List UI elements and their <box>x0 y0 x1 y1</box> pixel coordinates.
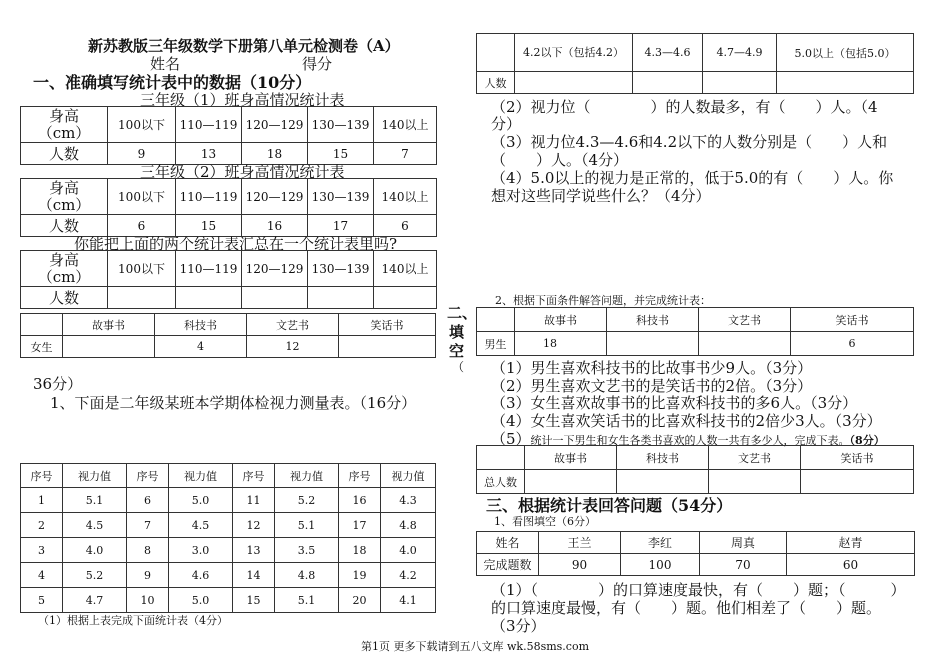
vision-subquestion-1: （1）根据上表完成下面统计表（4分） <box>38 614 228 627</box>
speed-table <box>476 531 915 576</box>
header-cell: 故事书 <box>525 446 617 470</box>
blank-cell[interactable] <box>777 72 914 94</box>
header-cell: 130—139 <box>308 179 374 215</box>
blank-cell[interactable] <box>308 287 374 309</box>
vision-subquestion-3: （3）视力位4.3—4.6和4.2以下的人数分别是（ ）人和 <box>491 133 888 151</box>
books-condition-2: （2）男生喜欢文艺书的是笑话书的2倍。（3分） <box>491 377 813 395</box>
header-cell: 4.2以下（包括4.2） <box>515 34 633 72</box>
blank-cell[interactable] <box>525 470 617 494</box>
cell: 12 <box>233 513 275 538</box>
score-label: 得分 <box>302 55 333 73</box>
header-cell: 110—119 <box>176 107 242 143</box>
vision-subquestion-4-cont: 想对这些同学说些什么？（4分） <box>491 187 711 205</box>
cell: 4.1 <box>381 588 436 613</box>
header-cell: 120—129 <box>242 107 308 143</box>
speed-subquestion-1-cont: 的口算速度最慢，有（ ）题。他们相差了（ ）题。 <box>491 599 882 617</box>
value-cell: 6 <box>108 215 176 237</box>
height-table-class2 <box>20 178 437 237</box>
cell: 10 <box>127 588 169 613</box>
corner-cell <box>477 34 515 72</box>
header-cell: 王兰 <box>539 532 621 554</box>
section2-heading-num: 二、 <box>447 304 478 322</box>
header-cell: 文艺书 <box>709 446 801 470</box>
row-label: 人数 <box>21 215 108 237</box>
value-cell[interactable] <box>63 336 155 358</box>
cell: 4.8 <box>275 563 339 588</box>
value-cell: 9 <box>108 143 176 165</box>
books-total-table <box>476 445 914 494</box>
value-cell: 6 <box>374 215 437 237</box>
cell: 6 <box>127 488 169 513</box>
header-cell: 科技书 <box>607 308 699 332</box>
cell: 13 <box>233 538 275 563</box>
blank-cell[interactable] <box>709 470 801 494</box>
cell: 18 <box>339 538 381 563</box>
vision-question: 1、下面是二年级某班本学期体检视力测量表。（16分） <box>50 394 417 412</box>
table-row <box>21 588 436 613</box>
section2-heading-paren: （ <box>452 360 465 374</box>
cell: 4.8 <box>381 513 436 538</box>
cell: 3 <box>21 538 63 563</box>
cell: 5.1 <box>275 588 339 613</box>
cell: 7 <box>127 513 169 538</box>
name-label: 姓名 <box>150 55 181 73</box>
header-cell: 140以上 <box>374 107 437 143</box>
header-cell: 140以上 <box>374 179 437 215</box>
cell: 19 <box>339 563 381 588</box>
blank-cell[interactable] <box>176 287 242 309</box>
cell: 2 <box>21 513 63 538</box>
corner-cell <box>21 314 63 336</box>
books-question: 2、根据下面条件解答问题，并完成统计表： <box>495 294 711 307</box>
cell: 5 <box>21 588 63 613</box>
blank-cell[interactable] <box>374 287 437 309</box>
page-footer: 第1页 更多下载请到五八文库 wk.58sms.com <box>361 640 589 653</box>
height-table-class1 <box>20 106 437 165</box>
header-cell: 100以下 <box>108 179 176 215</box>
row-label: 女生 <box>21 336 63 358</box>
table1-caption: 三年级（1）班身高情况统计表 <box>140 91 345 109</box>
books-condition-4: （4）女生喜欢笑话书的比喜欢科技书的2倍少3人。（3分） <box>491 412 882 430</box>
section2-heading-char: 空 <box>449 342 465 360</box>
cell: 5.0 <box>169 588 233 613</box>
header-height: 身高 （cm） <box>21 251 108 287</box>
header-cell: 视力值 <box>169 464 233 488</box>
cell: 4.7 <box>63 588 127 613</box>
cell: 20 <box>339 588 381 613</box>
section3-heading: 三、根据统计表回答问题（54分） <box>486 496 733 515</box>
value-cell[interactable] <box>607 332 699 356</box>
header-cell: 故事书 <box>515 308 607 332</box>
header-cell: 110—119 <box>176 251 242 287</box>
speed-subquestion-1: （1）（ ）的口算速度最快，有（ ）题；（ ） <box>491 581 906 599</box>
header-cell: 100以下 <box>108 107 176 143</box>
header-cell: 姓名 <box>477 532 539 554</box>
header-cell: 4.7—4.9 <box>703 34 777 72</box>
vision-summary-table <box>476 33 914 94</box>
cell: 3.5 <box>275 538 339 563</box>
header-cell: 赵青 <box>787 532 915 554</box>
vision-table <box>20 463 436 613</box>
header-cell: 视力值 <box>63 464 127 488</box>
table2-caption: 三年级（2）班身高情况统计表 <box>140 163 345 181</box>
blank-cell[interactable] <box>242 287 308 309</box>
cell: 11 <box>233 488 275 513</box>
height-table-combined <box>20 250 437 309</box>
cell: 1 <box>21 488 63 513</box>
vision-subquestion-2-cont: 分） <box>491 115 522 133</box>
value-cell[interactable] <box>339 336 436 358</box>
row-label: 人数 <box>21 143 108 165</box>
row-label: 人数 <box>21 287 108 309</box>
header-cell: 文艺书 <box>699 308 791 332</box>
header-cell: 故事书 <box>63 314 155 336</box>
cell: 4.0 <box>381 538 436 563</box>
table-row <box>21 563 436 588</box>
cell: 5.1 <box>63 488 127 513</box>
value-cell: 15 <box>176 215 242 237</box>
cell: 14 <box>233 563 275 588</box>
header-cell: 科技书 <box>617 446 709 470</box>
cell: 9 <box>127 563 169 588</box>
header-cell: 120—129 <box>242 179 308 215</box>
value-cell: 13 <box>176 143 242 165</box>
cell: 16 <box>339 488 381 513</box>
table-row <box>21 513 436 538</box>
vision-subquestion-2: （2）视力位（ ）的人数最多，有（ ）人。（4 <box>491 98 878 116</box>
value-cell: 70 <box>700 554 787 576</box>
value-cell: 6 <box>791 332 914 356</box>
header-cell: 文艺书 <box>247 314 339 336</box>
section2-heading-char: 填 <box>449 323 465 341</box>
cell: 4.5 <box>63 513 127 538</box>
books-condition-5-points: （8分） <box>849 434 885 447</box>
header-height: 身高 （cm） <box>21 107 108 143</box>
header-cell: 周真 <box>700 532 787 554</box>
cell: 4.6 <box>169 563 233 588</box>
header-cell: 笑话书 <box>791 308 914 332</box>
blank-cell[interactable] <box>617 470 709 494</box>
header-cell: 李红 <box>621 532 700 554</box>
books-girls-table <box>20 313 436 358</box>
speed-subquestion-1-points: （3分） <box>491 617 546 635</box>
vision-subquestion-4: （4）5.0以上的视力是正常的，低于5.0的有（ ）人。你 <box>491 169 894 187</box>
header-cell: 视力值 <box>381 464 436 488</box>
header-cell: 140以上 <box>374 251 437 287</box>
header-cell: 100以下 <box>108 251 176 287</box>
blank-cell[interactable] <box>801 470 914 494</box>
cell: 8 <box>127 538 169 563</box>
cell: 15 <box>233 588 275 613</box>
blank-cell[interactable] <box>703 72 777 94</box>
merge-question: 你能把上面的两个统计表汇总在一个统计表里吗? <box>74 235 398 253</box>
row-label: 完成题数 <box>477 554 539 576</box>
cell: 5.2 <box>275 488 339 513</box>
value-cell: 16 <box>242 215 308 237</box>
header-cell: 130—139 <box>308 107 374 143</box>
header-cell: 110—119 <box>176 179 242 215</box>
header-cell: 序号 <box>21 464 63 488</box>
header-cell: 4.3—4.6 <box>633 34 703 72</box>
row-label: 男生 <box>477 332 515 356</box>
blank-cell[interactable] <box>108 287 176 309</box>
header-cell: 笑话书 <box>801 446 914 470</box>
corner-cell <box>477 308 515 332</box>
cell: 3.0 <box>169 538 233 563</box>
table-row <box>21 488 436 513</box>
value-cell: 7 <box>374 143 437 165</box>
value-cell: 60 <box>787 554 915 576</box>
header-height: 身高 （cm） <box>21 179 108 215</box>
section1-heading: 一、准确填写统计表中的数据（10分） <box>33 73 312 92</box>
table-row <box>21 538 436 563</box>
row-label: 总人数 <box>477 470 525 494</box>
cell: 4.0 <box>63 538 127 563</box>
header-cell: 序号 <box>127 464 169 488</box>
blank-cell[interactable] <box>633 72 703 94</box>
value-cell: 90 <box>539 554 621 576</box>
blank-cell[interactable] <box>515 72 633 94</box>
header-cell: 视力值 <box>275 464 339 488</box>
books-condition-3: （3）女生喜欢故事书的比喜欢科技书的多6人。（3分） <box>491 394 858 412</box>
value-cell: 17 <box>308 215 374 237</box>
section2-points: 36分） <box>33 375 83 393</box>
cell: 4.2 <box>381 563 436 588</box>
cell: 4 <box>21 563 63 588</box>
header-cell: 序号 <box>339 464 381 488</box>
value-cell: 18 <box>242 143 308 165</box>
page-title: 新苏教版三年级数学下册第八单元检测卷（A） <box>88 37 400 55</box>
header-cell: 5.0以上（包括5.0） <box>777 34 914 72</box>
cell: 5.0 <box>169 488 233 513</box>
cell: 5.1 <box>275 513 339 538</box>
row-label: 人数 <box>477 72 515 94</box>
books-condition-1: （1）男生喜欢科技书的比故事书少9人。（3分） <box>491 359 813 377</box>
section3-question-1: 1、看图填空（6分） <box>494 515 596 528</box>
value-cell: 100 <box>621 554 700 576</box>
cell: 4.3 <box>381 488 436 513</box>
books-condition-5-label: （5） <box>491 430 531 448</box>
header-cell: 序号 <box>233 464 275 488</box>
value-cell[interactable] <box>699 332 791 356</box>
value-cell: 12 <box>247 336 339 358</box>
books-condition-5-text: 统计一下男生和女生各类书喜欢的人数一共有多少人，完成下表。 <box>530 434 850 447</box>
cell: 5.2 <box>63 563 127 588</box>
header-cell: 130—139 <box>308 251 374 287</box>
header-cell: 科技书 <box>155 314 247 336</box>
value-cell: 4 <box>155 336 247 358</box>
value-cell: 18 <box>515 332 607 356</box>
value-cell: 15 <box>308 143 374 165</box>
corner-cell <box>477 446 525 470</box>
books-boys-table <box>476 307 914 356</box>
vision-subquestion-3-cont: （ ）人。（4分） <box>491 151 629 169</box>
cell: 17 <box>339 513 381 538</box>
cell: 4.5 <box>169 513 233 538</box>
header-cell: 120—129 <box>242 251 308 287</box>
header-cell: 笑话书 <box>339 314 436 336</box>
